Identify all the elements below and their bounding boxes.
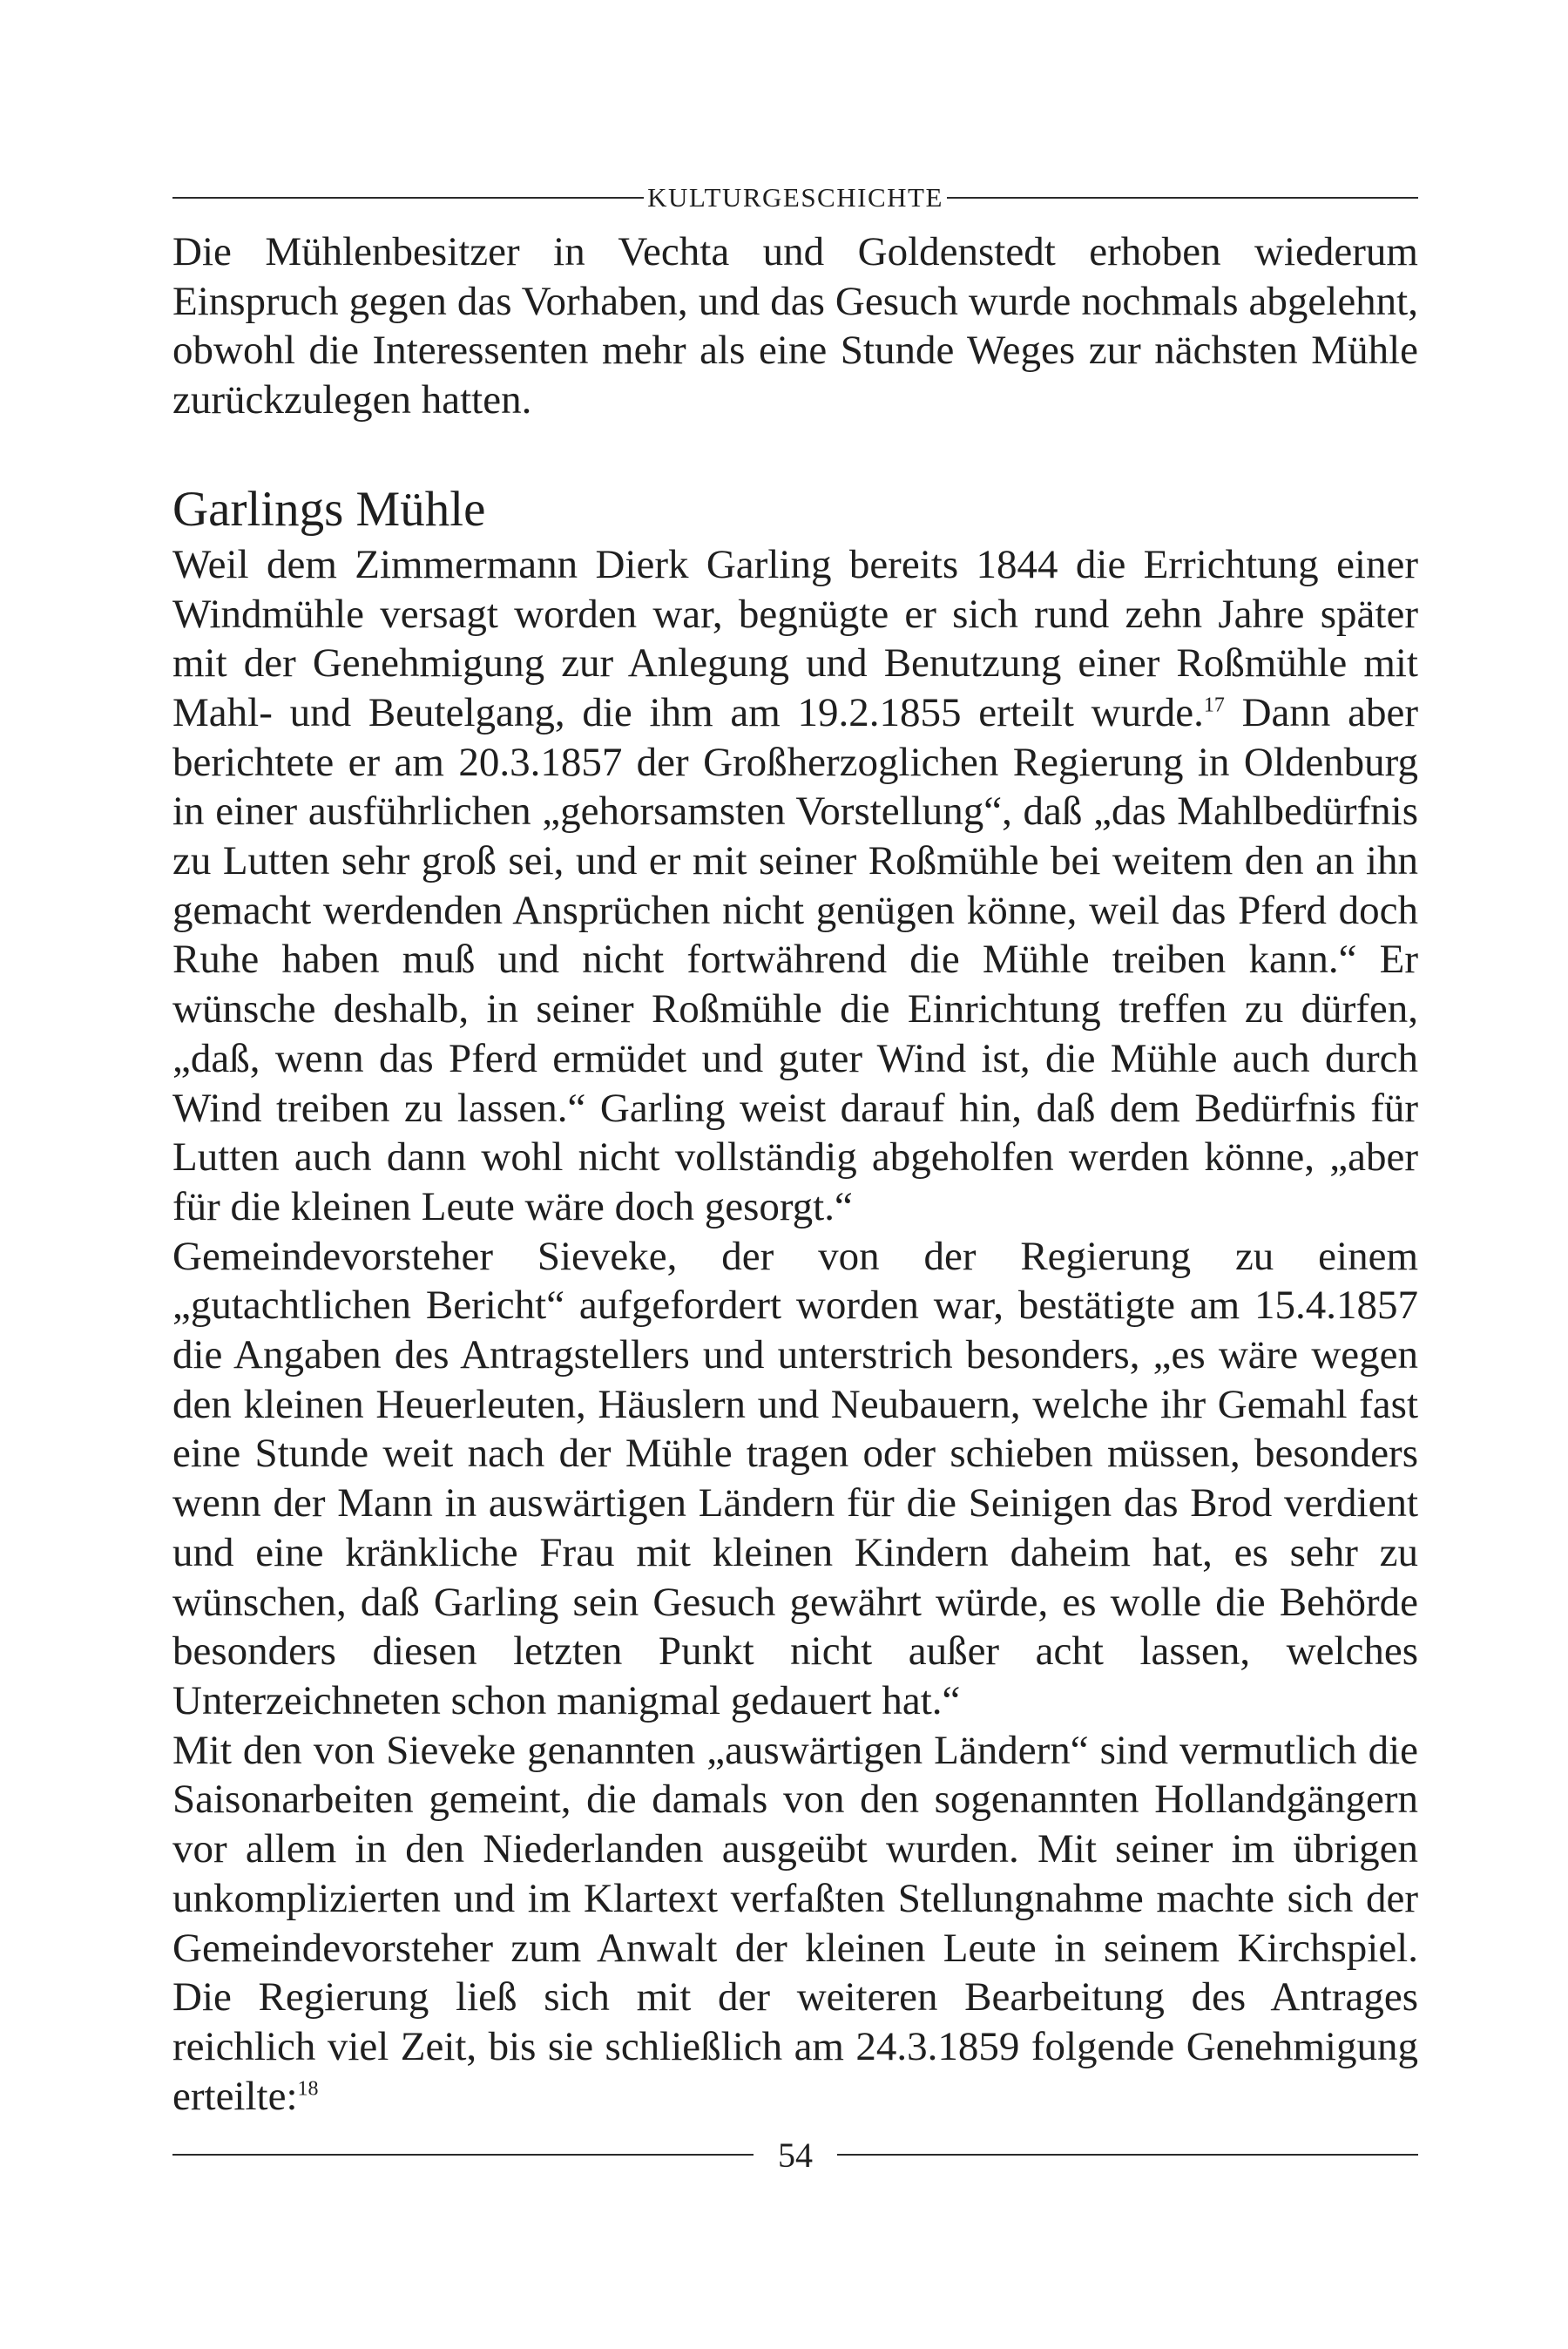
- paragraph-text: Dann aber berichtete er am 20.3.1857 der Großherzoglichen Regierung in Oldenburg in einer ausführlichen „gehorsamsten Vorstellung“, daß „das Mahlbedürfnis zu Lutten sehr groß sei, und er mit seiner Roßmühle bei weitem den an ihn gemacht werdenden Ansprüchen nicht genügen könne, weil das Pferd doch Ruhe haben muß und nicht fortwährend die Mühle treiben kann.“ Er wünsche deshalb, in seiner Roßmühle die Einrichtung treffen zu dürfen, „daß, wenn das Pferd ermüdet und guter Wind ist, die Mühle auch durch Wind treiben zu lassen.“ Garling weist darauf hin, daß dem Bedürfnis für Lutten auch dann wohl nicht vollständig abgeholfen werden könne, „aber für die kleinen Leute wäre doch gesorgt.“: [172, 689, 1418, 1229]
- paragraph-text: Weil dem Zimmermann Dierk Garling bereits 1844 die Errichtung einer Windmühle versagt worden war, begnügte er sich rund zehn Jahre später mit der Genehmigung zur Anlegung und Benutzung einer Roßmühle mit Mahl- und Beutelgang, die ihm am 19.2.1855 erteilt wurde.: [172, 541, 1418, 735]
- paragraph-garling-request: [172, 540, 1418, 1232]
- footnote-marker: 18: [297, 2076, 319, 2100]
- running-title: KULTURGESCHICHTE: [647, 182, 943, 213]
- page-content: [172, 179, 1418, 2121]
- header-rule-left: [172, 197, 644, 199]
- page-number: 54: [778, 2135, 813, 2175]
- footer-rule-left: [172, 2154, 754, 2156]
- footer-rule-right: [837, 2154, 1418, 2156]
- page-footer: [172, 2129, 1418, 2181]
- section-heading: Garlings Mühle: [172, 481, 486, 537]
- paragraph-permission: [172, 1726, 1418, 2122]
- body-text: [172, 227, 1418, 2121]
- header-rule-right: [947, 197, 1418, 199]
- paragraph-sieveke-report: Gemeindevorsteher Sieveke, der von der Regierung zu einem „gutachtlichen Bericht“ aufgefordert worden war, bestätigte am 15.4.1857 die Angaben des Antragstellers und unterstrich besonders, „es wäre wegen den kleinen Heuerleuten, Häuslern und Neubauern, welche ihr Gemahl fast eine Stunde weit nach der Mühle tragen oder schieben müssen, besonders wenn der Mann in auswärtigen Ländern für die Seinigen das Brod verdient und eine kränkliche Frau mit kleinen Kindern daheim hat, es sehr zu wünschen, daß Garling sein Gesuch gewährt würde, es wolle die Behörde besonders diesen letzten Punkt nicht außer acht lassen, welches Unterzeichneten schon manigmal gedauert hat.“: [172, 1233, 1418, 1723]
- intro-paragraph: Die Mühlenbesitzer in Vechta und Goldenstedt erhoben wiederum Einspruch gegen das Vorhaben, und das Gesuch wurde nochmals abgelehnt, obwohl die Interessenten mehr als eine Stunde Weges zur nächsten Mühle zurückzulegen hatten.: [172, 229, 1418, 423]
- paragraph-text: Mit den von Sieveke genannten „auswärtigen Ländern“ sind vermutlich die Saisonarbeiten gemeint, die damals von den sogenannten Hollandgängern vor allem in den Niederlanden ausgeübt wurden. Mit seiner im übrigen unkomplizierten und im Klartext verfaßten Stellungnahme machte sich der Gemeindevorsteher zum Anwalt der kleinen Leute in seinem Kirchspiel. Die Regierung ließ sich mit der weiteren Bearbeitung des Antrages reichlich viel Zeit, bis sie schließlich am 24.3.1859 folgende Genehmigung erteilte:: [172, 1727, 1418, 2119]
- footnote-marker: 17: [1203, 694, 1225, 717]
- running-header: [172, 179, 1418, 217]
